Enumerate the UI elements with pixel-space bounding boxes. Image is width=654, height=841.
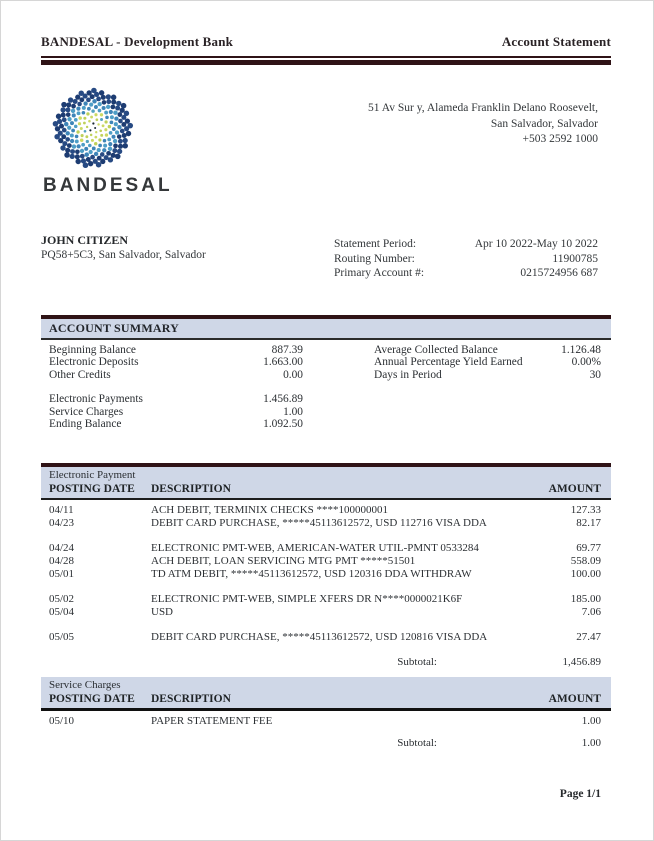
masthead: [41, 1, 611, 50]
account-summary-body: [41, 340, 611, 443]
header-rule: [41, 56, 611, 65]
column-header-description: DESCRIPTION: [151, 692, 231, 705]
column-header-description: DESCRIPTION: [151, 482, 231, 495]
bank-name: BANDESAL - Development Bank: [41, 34, 234, 49]
cell-posting-date: 05/01: [49, 567, 75, 580]
column-header-amount: AMOUNT: [548, 482, 601, 495]
table-row: [49, 504, 601, 517]
statement-period-value: Apr 10 2022-May 10 2022: [474, 238, 598, 250]
cell-amount: 185.00: [570, 592, 601, 605]
routing-number-row: [334, 252, 598, 267]
cell-description: ACH DEBIT, LOAN SERVICING MTG PMT *****51501: [151, 554, 416, 567]
summary-value: 30: [589, 368, 601, 381]
summary-value: 1.663.00: [263, 356, 303, 368]
table-row: [49, 517, 601, 530]
cell-amount: 69.77: [576, 541, 601, 554]
account-summary-title: ACCOUNT SUMMARY: [41, 315, 611, 340]
cell-posting-date: 04/11: [49, 503, 74, 516]
cell-posting-date: 04/23: [49, 516, 75, 529]
subtotal-row: [49, 737, 601, 750]
cell-posting-date: 05/04: [49, 605, 75, 618]
meta-row: [41, 233, 611, 281]
primary-account-row: [334, 266, 598, 281]
cell-description: USD: [151, 605, 174, 618]
table-row: [49, 631, 601, 644]
account-summary-section: [41, 315, 611, 443]
statement-info: [334, 237, 611, 281]
subtotal-row: [49, 656, 601, 669]
routing-number-value: 11900785: [552, 252, 598, 265]
summary-value: 1.456.89: [263, 393, 303, 405]
column-header-row: [49, 482, 601, 496]
summary-row: [49, 393, 303, 406]
summary-row: [374, 356, 601, 369]
table-row: [49, 568, 601, 581]
summary-row: [49, 356, 303, 369]
cell-posting-date: 05/02: [49, 592, 75, 605]
summary-label: Average Collected Balance: [374, 343, 498, 356]
page-number: Page 1/1: [559, 787, 601, 800]
cell-description: TD ATM DEBIT, *****45113612572, USD 120316 DDA WITHDRAW: [151, 567, 472, 580]
summary-row: [49, 406, 303, 419]
summary-group: [374, 344, 601, 382]
column-header-row: [49, 692, 601, 706]
routing-number-label: Routing Number:: [334, 252, 415, 265]
subtotal-label: Subtotal:: [397, 736, 437, 749]
logo-wordmark: BANDESAL: [43, 175, 173, 196]
cell-description: PAPER STATEMENT FEE: [151, 714, 273, 727]
summary-row: [374, 344, 601, 357]
subtotal-spacer: [49, 656, 151, 669]
cell-amount: 558.09: [570, 554, 601, 567]
table-row: [49, 555, 601, 568]
cell-description: ELECTRONIC PMT-WEB, SIMPLE XFERS DR N****0000021K6F: [151, 592, 463, 605]
summary-group: [49, 344, 303, 382]
table-row: [49, 715, 601, 728]
column-header-posting-date: POSTING DATE: [49, 482, 135, 495]
cell-posting-date: 04/24: [49, 541, 75, 554]
section-title: Electronic Payment: [49, 468, 136, 481]
cell-amount: 7.06: [581, 605, 601, 618]
summary-column-spacer: [303, 344, 374, 443]
electronic-payment-section: [41, 463, 611, 669]
subtotal-label: Subtotal:: [397, 655, 437, 668]
summary-label: Ending Balance: [49, 418, 122, 430]
cell-amount: 82.17: [576, 516, 601, 529]
bank-address: [368, 101, 611, 197]
cell-posting-date: 05/05: [49, 630, 75, 643]
summary-row: [49, 344, 303, 357]
subtotal-value: 1.00: [581, 736, 601, 749]
summary-label: Electronic Payments: [49, 393, 143, 405]
cell-amount: 127.33: [570, 503, 601, 516]
summary-value: 0.00: [283, 368, 303, 381]
subtotal-spacer: [49, 737, 151, 750]
primary-account-value: 0215724956 687: [520, 267, 598, 279]
subtotal-value: 1,456.89: [562, 655, 601, 668]
summary-right-column: [374, 344, 601, 443]
summary-row: [49, 418, 303, 431]
cell-posting-date: 05/10: [49, 714, 75, 727]
table-row: [49, 606, 601, 619]
summary-value: 1.126.48: [561, 343, 601, 356]
summary-label: Beginning Balance: [49, 343, 136, 356]
summary-value: 1.092.50: [263, 418, 303, 430]
service-charges-header: [41, 677, 611, 711]
summary-label: Days in Period: [374, 368, 442, 381]
table-row: [49, 593, 601, 606]
summary-value: 0.00%: [571, 356, 601, 368]
electronic-payment-header: [41, 463, 611, 500]
electronic-payment-rows: [41, 500, 611, 669]
bank-address-line: 51 Av Sur y, Alameda Franklin Delano Roosevelt,: [368, 102, 598, 114]
primary-account-label: Primary Account #:: [334, 267, 425, 279]
cell-description: DEBIT CARD PURCHASE, *****45113612572, USD 112716 VISA DDA: [151, 516, 487, 529]
customer-address: PQ58+5C3, San Salvador, Salvador: [41, 249, 206, 261]
cell-amount: 100.00: [570, 567, 601, 580]
service-charges-rows: [41, 711, 611, 750]
summary-value: 887.39: [271, 343, 303, 356]
summary-left-column: [49, 344, 303, 443]
service-charges-section: [41, 677, 611, 750]
customer-block: [41, 233, 206, 281]
column-header-posting-date: POSTING DATE: [49, 692, 135, 705]
table-row: [49, 542, 601, 555]
summary-value: 1.00: [283, 405, 303, 418]
summary-label: Other Credits: [49, 368, 111, 381]
bank-address-line: +503 2592 1000: [522, 133, 598, 145]
summary-group: [49, 393, 303, 431]
column-header-amount: AMOUNT: [548, 692, 601, 705]
cell-description: ACH DEBIT, TERMINIX CHECKS ****100000001: [151, 503, 389, 516]
spiral-logo-icon: [49, 85, 137, 173]
section-title: Service Charges: [49, 678, 121, 691]
summary-label: Service Charges: [49, 405, 124, 418]
cell-description: ELECTRONIC PMT-WEB, AMERICAN-WATER UTIL-PMNT 0533284: [151, 541, 479, 554]
brand-row: [41, 85, 611, 197]
cell-amount: 1.00: [581, 714, 601, 727]
statement-period-label: Statement Period:: [334, 238, 417, 250]
document-title: Account Statement: [501, 34, 611, 49]
summary-label: Electronic Deposits: [49, 356, 139, 368]
summary-row: [49, 369, 303, 382]
cell-description: DEBIT CARD PURCHASE, *****45113612572, USD 120816 VISA DDA: [151, 630, 488, 643]
statement-period-row: [334, 237, 598, 252]
bank-address-line: San Salvador, Salvador: [490, 117, 598, 130]
summary-label: Annual Percentage Yield Earned: [374, 356, 523, 368]
summary-row: [374, 369, 601, 382]
cell-amount: 27.47: [576, 630, 601, 643]
customer-name: JOHN CITIZEN: [41, 233, 129, 247]
cell-posting-date: 04/28: [49, 554, 75, 567]
bank-logo: [41, 85, 241, 197]
